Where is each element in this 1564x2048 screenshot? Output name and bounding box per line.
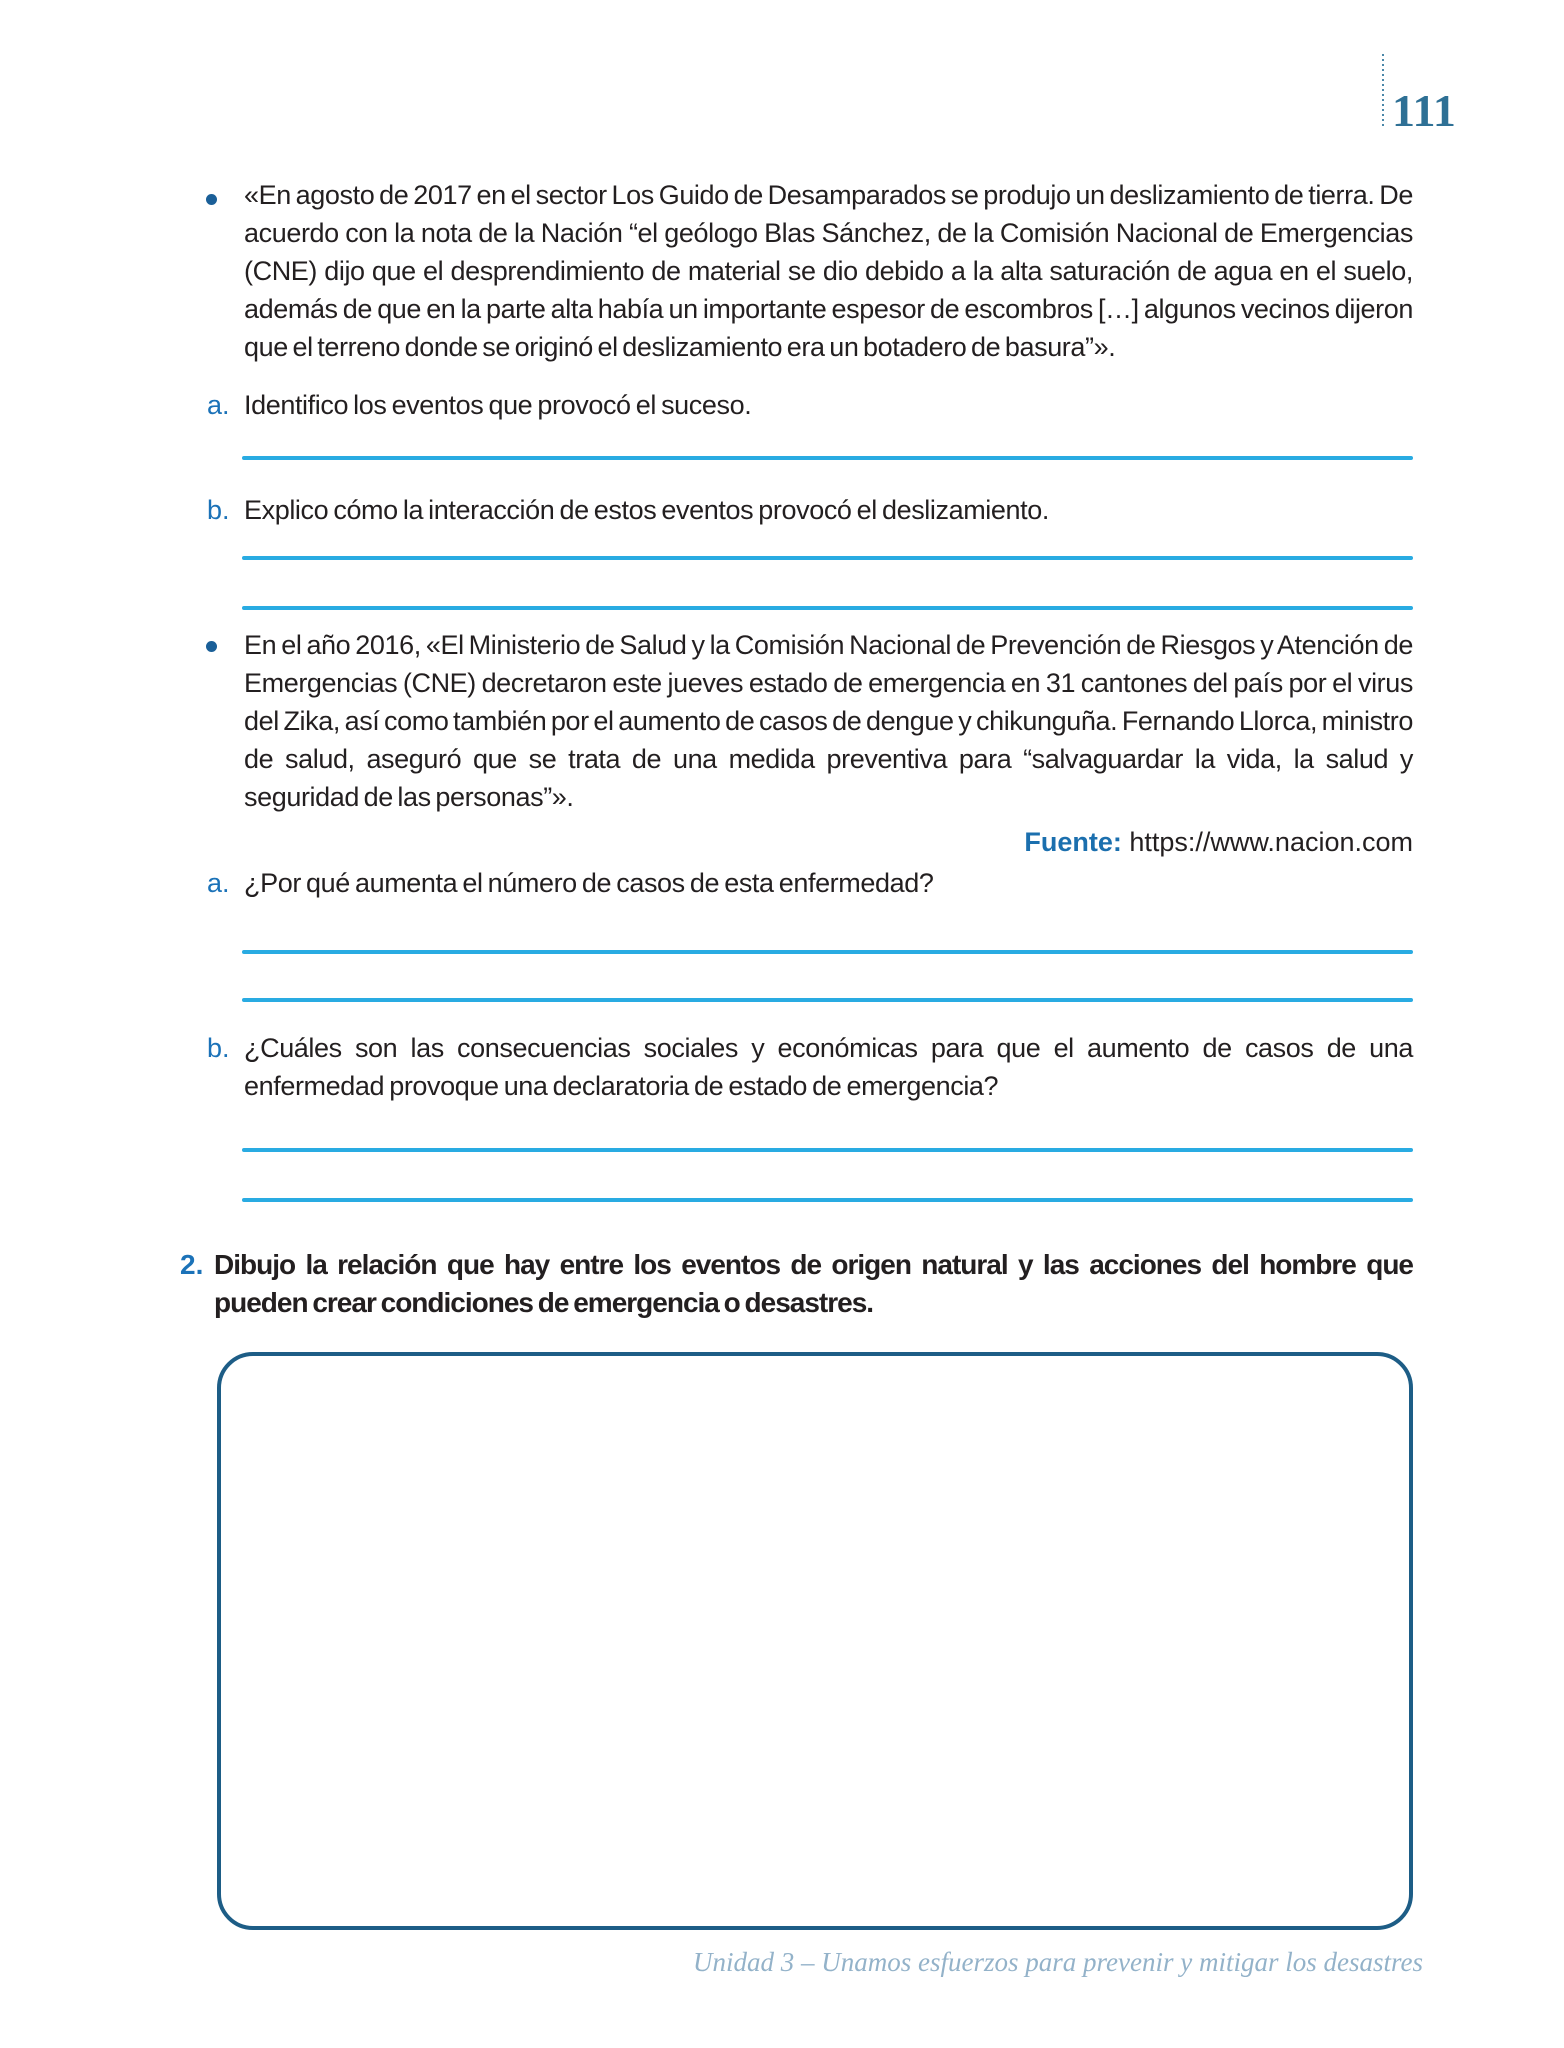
question-2b-letter: b. [207, 1033, 230, 1063]
question-1b-text: Explico cómo la interacción de estos eventos provocó el deslizamiento. [244, 495, 1049, 525]
exercise-2-number: 2. [180, 1249, 204, 1280]
question-2a-text: ¿Por qué aumenta el número de casos de esta enfermedad? [244, 868, 934, 898]
question-1a-text: Identifico los eventos que provocó el suceso. [244, 390, 752, 420]
quote-paragraph-zika: En el año 2016, «El Ministerio de Salud y la Comisión Nacional de Prevención de Riesgos y Atención de Emergencias (CNE) decretaron este jueves estado de emergencia en 31 cantones del país por el virus del Zika, así como también por el aumento de casos de dengue y chikunguña. Fernando Llorca, ministro de salud, aseguró que se trata de una medida preventiva para “salvaguardar la vida, la salud y seguridad de las personas”». [244, 630, 1413, 812]
answer-line [242, 1198, 1413, 1202]
answer-line [242, 998, 1413, 1002]
answer-line [242, 950, 1413, 954]
exercise-2-text: Dibujo la relación que hay entre los eventos de origen natural y las acciones del hombre que pueden crear condiciones de emergencia o desastres. [214, 1249, 1413, 1318]
unit-footer: Unidad 3 – Unamos esfuerzos para prevenir y mitigar los desastres [693, 1947, 1423, 1977]
source-line [244, 823, 1413, 861]
question-1b-letter: b. [207, 495, 230, 525]
page-number: 111 [1392, 85, 1456, 136]
page-number-dotted-rule [1382, 54, 1384, 128]
answer-line [242, 556, 1413, 560]
bullet-icon [206, 641, 217, 652]
answer-line [242, 1148, 1413, 1152]
answer-line [242, 606, 1413, 610]
question-2a-letter: a. [207, 868, 230, 898]
answer-line [242, 456, 1413, 460]
question-2b-text: ¿Cuáles son las consecuencias sociales y económicas para que el aumento de casos de una enfermedad provoque una declaratoria de estado de emergencia? [244, 1033, 1413, 1101]
source-label: Fuente: [1024, 827, 1122, 857]
bullet-icon [206, 194, 217, 205]
question-1a-letter: a. [207, 390, 230, 420]
source-url: https://www.nacion.com [1129, 827, 1413, 857]
drawing-answer-box [217, 1352, 1413, 1930]
quote-paragraph-landslide: «En agosto de 2017 en el sector Los Guido de Desamparados se produjo un deslizamiento de tierra. De acuerdo con la nota de la Nación “el geólogo Blas Sánchez, de la Comisión Nacional de Emergencias (CNE) dijo que el desprendimiento de material se dio debido a la alta saturación de agua en el suelo, además de que en la parte alta había un importante espesor de escombros […] algunos vecinos dijeron que el terreno donde se originó el deslizamiento era un botadero de basura”». [244, 180, 1413, 362]
